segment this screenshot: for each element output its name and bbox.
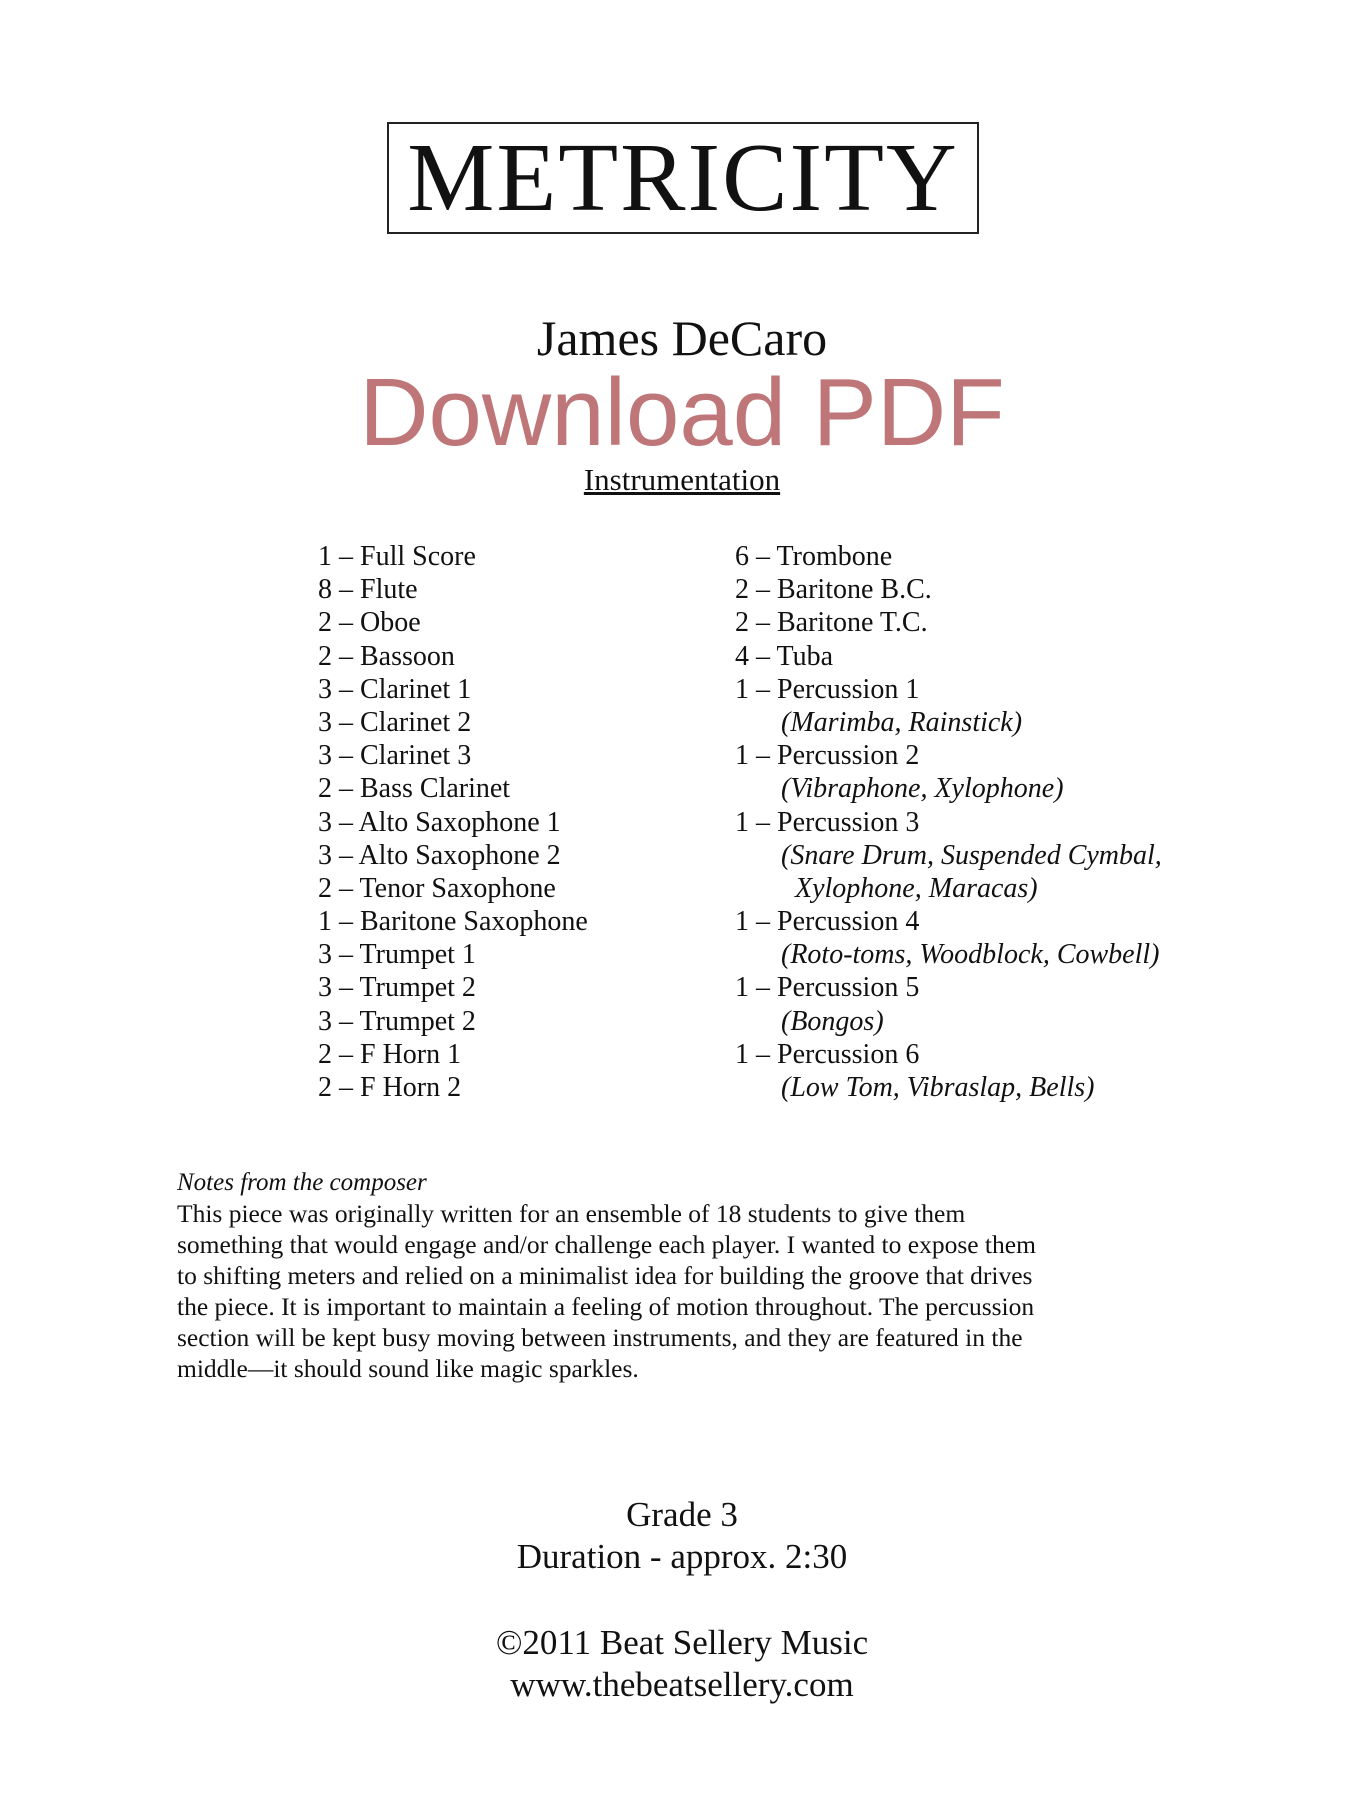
- notes-line: to shifting meters and relied on a minimalist idea for building the groove that drives: [177, 1261, 1033, 1290]
- percussion-instruments-note: (Snare Drum, Suspended Cymbal,: [781, 839, 1162, 871]
- copyright-text: ©2011 Beat Sellery Music: [495, 1623, 869, 1662]
- instrument-part: 1 – Full Score: [318, 541, 476, 572]
- instrument-part: 3 – Alto Saxophone 1: [318, 806, 561, 838]
- percussion-instruments-note: (Bongos): [781, 1005, 884, 1037]
- instrument-part: 3 – Alto Saxophone 2: [318, 839, 561, 871]
- composer-name: James DeCaro: [536, 310, 828, 366]
- instrument-part: 8 – Flute: [318, 574, 418, 606]
- piece-title: METRICITY: [407, 124, 959, 232]
- notes-line: section will be kept busy moving between instruments, and they are featured in the: [177, 1323, 1023, 1352]
- instrument-part: 1 – Percussion 5: [735, 972, 920, 1004]
- instrument-part: 3 – Trumpet 2: [318, 972, 476, 1004]
- notes-line: the piece. It is important to maintain a feeling of motion throughout. The percussion: [177, 1292, 1035, 1321]
- percussion-instruments-note: (Low Tom, Vibraslap, Bells): [781, 1072, 1095, 1103]
- notes-line: This piece was originally written for an ensemble of 18 students to give them: [177, 1199, 966, 1228]
- notes-heading: Notes from the composer: [177, 1169, 427, 1196]
- instrument-part: 1 – Percussion 4: [735, 906, 920, 938]
- instrument-part: 1 – Percussion 2: [735, 740, 920, 772]
- percussion-instruments-note: (Vibraphone, Xylophone): [781, 773, 1064, 805]
- instrument-part: 1 – Baritone Saxophone: [318, 906, 588, 938]
- instrument-part: 3 – Clarinet 1: [318, 673, 472, 705]
- instrument-part: 1 – Percussion 3: [735, 806, 920, 838]
- instrument-part: 6 – Trombone: [735, 541, 893, 572]
- instrument-part: 2 – Oboe: [318, 607, 421, 639]
- instrument-part: 2 – Baritone B.C.: [735, 574, 932, 606]
- title-box: [387, 122, 979, 234]
- instrument-part: 3 – Clarinet 2: [318, 706, 472, 738]
- notes-body: [177, 1198, 1187, 1384]
- percussion-instruments-note: (Marimba, Rainstick): [781, 706, 1023, 738]
- instrument-part: 1 – Percussion 6: [735, 1038, 920, 1070]
- grade-text: Grade 3: [626, 1495, 738, 1534]
- instrument-part: 2 – Tenor Saxophone: [318, 872, 556, 904]
- notes-line: middle—it should sound like magic sparkles.: [177, 1354, 639, 1383]
- instrument-part: 3 – Trumpet 1: [318, 939, 476, 971]
- instrument-part: 3 – Trumpet 2: [318, 1005, 476, 1037]
- instrument-part: 3 – Clarinet 3: [318, 740, 472, 772]
- instrumentation-right-column: [735, 540, 1215, 1104]
- notes-line: something that would engage and/or challenge each player. I wanted to expose them: [177, 1230, 1036, 1259]
- duration-text: Duration - approx. 2:30: [516, 1537, 848, 1576]
- instrument-part: 2 – F Horn 1: [318, 1038, 462, 1070]
- instrument-part: 2 – Bass Clarinet: [318, 773, 511, 805]
- instrument-part: 1 – Percussion 1: [735, 673, 920, 705]
- instrumentation-left-column: [318, 540, 678, 1104]
- download-pdf-link[interactable]: Download PDF: [359, 359, 1005, 466]
- instrument-part: 2 – Baritone T.C.: [735, 607, 928, 639]
- instrument-part: 2 – F Horn 2: [318, 1072, 462, 1103]
- instrumentation-heading: Instrumentation: [583, 462, 781, 497]
- instrument-part: 4 – Tuba: [735, 640, 834, 672]
- website-link[interactable]: www.thebeatsellery.com: [510, 1665, 854, 1704]
- instrument-part: 2 – Bassoon: [318, 640, 455, 672]
- percussion-instruments-note: Xylophone, Maracas): [795, 872, 1038, 904]
- percussion-instruments-note: (Roto-toms, Woodblock, Cowbell): [781, 939, 1160, 971]
